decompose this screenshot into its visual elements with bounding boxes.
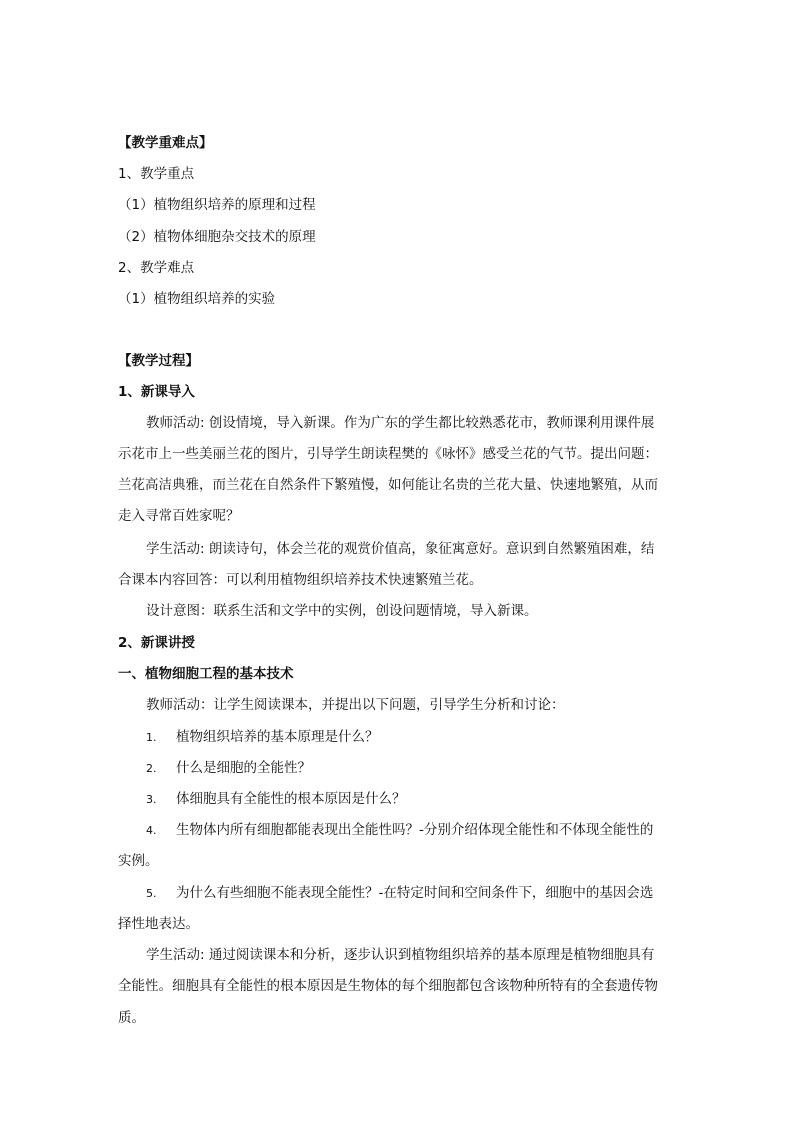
question-text: 什么是细胞的全能性？ xyxy=(176,760,311,776)
step1-title: 1、新课导入 xyxy=(118,384,195,400)
question-text: 体细胞具有全能性的根本原因是什么？ xyxy=(176,791,406,807)
section-title: 一、植物细胞工程的基本技术 xyxy=(118,666,294,682)
question-text: 为什么有些细胞不能表现全能性？-在特定时间和空间条件下，细胞中的基因会选 xyxy=(176,885,654,901)
question-1 xyxy=(146,727,379,748)
teacher-activity-line-2: 示花市上一些美丽兰花的图片，引导学生朗读程樊的《咏怀》感受兰花的气节。提出问题： xyxy=(118,446,658,462)
question-text: 生物体内所有细胞都能表现出全能性吗？-分别介绍体现全能性和不体现全能性的 xyxy=(176,822,654,838)
process-heading: 【教学过程】 xyxy=(118,353,199,369)
student-activity-line-2: 合课本内容回答：可以利用植物组织培养技术快速繁殖兰花。 xyxy=(118,572,483,588)
teacher-activity-line-3: 兰花高洁典雅，而兰花在自然条件下繁殖慢，如何能让名贵的兰花大量、快速地繁殖，从而 xyxy=(118,477,658,493)
difficulty-title: 2、教学难点 xyxy=(118,260,195,276)
teacher-questions-intro: 教师活动：让学生阅读课本，并提出以下问题，引导学生分析和讨论： xyxy=(146,697,565,713)
key-points-heading: 【教学重难点】 xyxy=(118,135,213,151)
question-4 xyxy=(146,820,653,841)
teacher-activity-line-4: 走入寻常百姓家呢？ xyxy=(118,508,240,524)
question-5 xyxy=(146,883,653,904)
question-number: 2. xyxy=(146,762,157,775)
focus-item-2: （2）植物体细胞杂交技术的原理 xyxy=(118,229,316,245)
design-intent-line: 设计意图：联系生活和文学中的实例，创设问题情境，导入新课。 xyxy=(146,603,538,619)
difficulty-item-1: （1）植物组织培养的实验 xyxy=(118,291,276,307)
student-analysis-line-3: 质。 xyxy=(118,1010,145,1026)
question-5-continued: 择性地表达。 xyxy=(118,916,199,932)
student-activity-line-1: 学生活动: 朗读诗句，体会兰花的观赏价值高，象征寓意好。意识到自然繁殖困难，结 xyxy=(146,541,655,557)
focus-item-1: （1）植物组织培养的原理和过程 xyxy=(118,197,316,213)
question-2 xyxy=(146,758,311,779)
question-4-continued: 实例。 xyxy=(118,853,159,869)
question-number: 4. xyxy=(146,824,157,837)
question-number: 3. xyxy=(146,793,157,806)
question-number: 5. xyxy=(146,887,157,900)
question-3 xyxy=(146,789,406,810)
teacher-activity-line-1: 教师活动: 创设情境，导入新课。作为广东的学生都比较熟悉花市，教师课利用课件展 xyxy=(146,415,655,431)
student-analysis-line-1: 学生活动: 通过阅读课本和分析，逐步认识到植物组织培养的基本原理是植物细胞具有 xyxy=(146,947,655,963)
step2-title: 2、新课讲授 xyxy=(118,635,195,651)
focus-title: 1、教学重点 xyxy=(118,166,195,182)
student-analysis-line-2: 全能性。细胞具有全能性的根本原因是生物体的每个细胞都包含该物种所特有的全套遗传物 xyxy=(118,978,658,994)
question-number: 1. xyxy=(146,731,157,744)
question-text: 植物组织培养的基本原理是什么？ xyxy=(176,729,379,745)
